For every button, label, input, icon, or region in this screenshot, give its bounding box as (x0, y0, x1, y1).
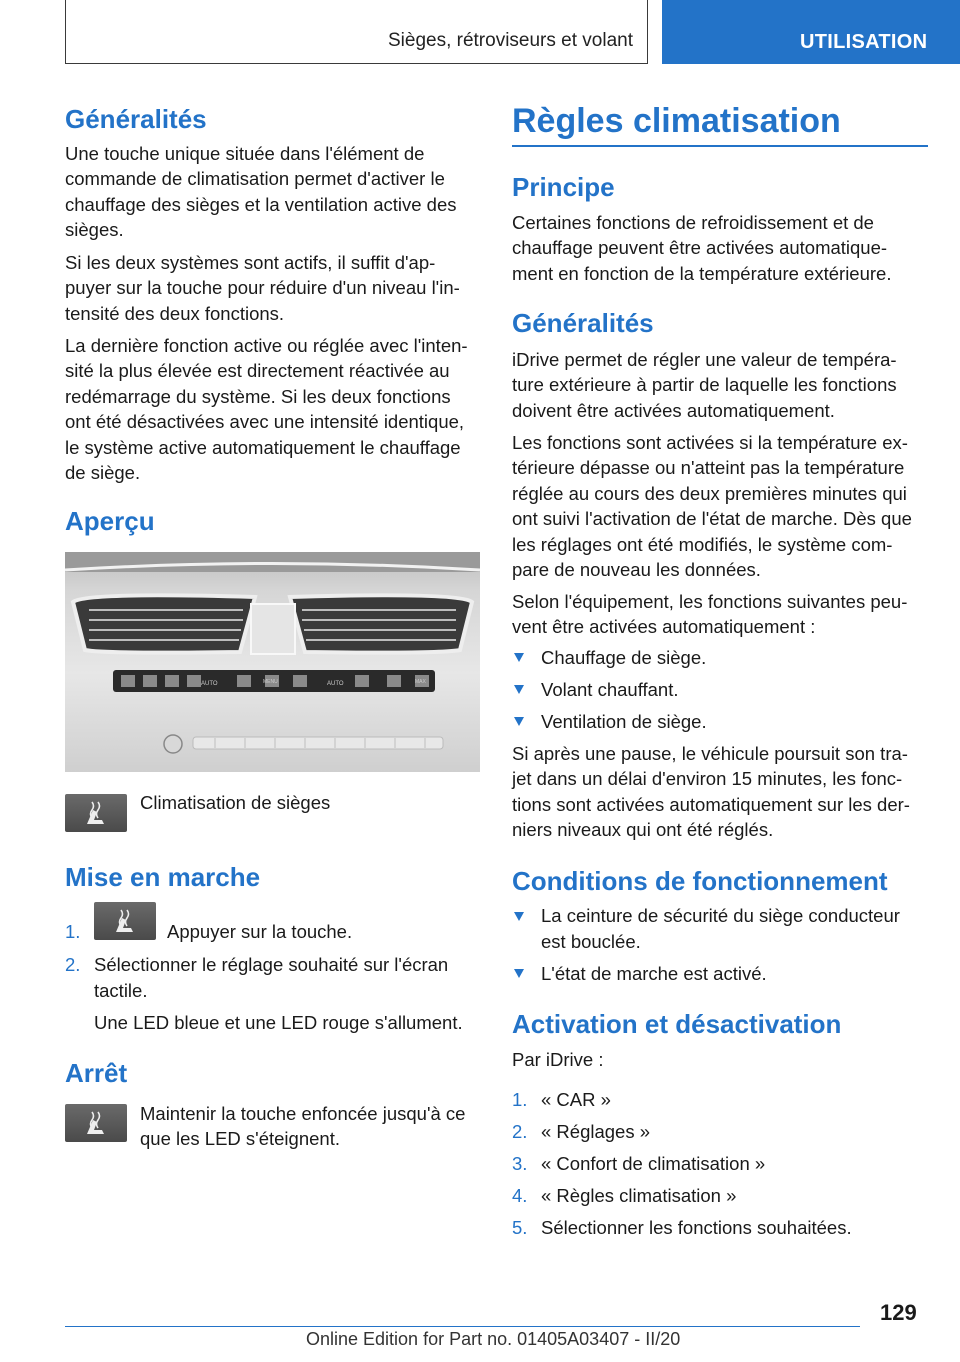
panel-label: AUTO (327, 681, 344, 687)
text-line: iDrive permet de régler une valeur de tempéra- (512, 349, 897, 370)
text-line: commande de climatisation permet d'activer le (65, 168, 445, 189)
generalites-right-heading: Généralités (512, 308, 654, 338)
text-line: Les fonctions sont activées si la température ex- (512, 432, 908, 453)
text-line: pare de nouveau les données. (512, 559, 761, 580)
step-text: Appuyer sur la touche. (167, 921, 353, 942)
header-chapter-tab (662, 0, 960, 64)
text-line: La dernière fonction active ou réglée avec l'inten- (65, 335, 468, 356)
apercu-heading: Aperçu (65, 506, 155, 536)
seat-climate-button-icon (94, 902, 156, 940)
text-line: les réglages ont été modifiés, le système com- (512, 534, 893, 555)
text-line: de siège. (65, 462, 141, 483)
conditions-heading: Conditions de fonctionnement (512, 866, 888, 896)
bullet-triangle-icon (514, 717, 524, 726)
text-line: chauffage des sièges et la ventilation active des (65, 194, 457, 215)
step-text: tactile. (94, 980, 148, 1001)
bullet-text: La ceinture de sécurité du siège conducteur (541, 905, 900, 926)
arret-text: que les LED s'éteignent. (140, 1128, 340, 1149)
text-line: doivent être activées automatiquement. (512, 400, 835, 421)
text-line: tions sont activées automatiquement sur les der- (512, 794, 910, 815)
text-line: Si les deux systèmes sont actifs, il suffit d'ap- (65, 252, 436, 273)
step-text: « CAR » (541, 1089, 611, 1110)
mise-en-marche-heading: Mise en marche (65, 862, 261, 892)
bullet-triangle-icon (514, 685, 524, 694)
text-line: réglée au cours des deux premières minutes qui (512, 483, 907, 504)
text-line: niers niveaux qui ont été réglés. (512, 819, 774, 840)
climate-panel-photo (65, 552, 480, 772)
regles-heading: Règles climatisation (512, 102, 841, 140)
text-line: sité la plus élevée est directement réactivée au (65, 360, 450, 381)
seat-climate-button-icon (65, 794, 127, 832)
text-line: Par iDrive : (512, 1049, 604, 1070)
arret-text: Maintenir la touche enfoncée jusqu'à ce (140, 1103, 466, 1124)
footer-rule (65, 1326, 860, 1327)
activation-heading: Activation et désactivation (512, 1009, 842, 1039)
step-number: 4. (512, 1185, 528, 1206)
panel-label: MENU (263, 679, 278, 685)
panel-label: AUTO (201, 681, 218, 687)
edition-footer: Online Edition for Part no. 01405A03407 - II/20 (306, 1329, 681, 1349)
heading-rule (512, 145, 928, 147)
bullet-text: Volant chauffant. (541, 679, 679, 700)
bullet-text: est bouclée. (541, 931, 641, 952)
step-note: Une LED bleue et une LED rouge s'allument. (94, 1012, 463, 1033)
text-line: ment en fonction de la température extérieure. (512, 263, 892, 284)
bullet-triangle-icon (514, 653, 524, 662)
principe-heading: Principe (512, 172, 615, 202)
header-section-box (65, 0, 648, 64)
step-text: « Règles climatisation » (541, 1185, 737, 1206)
text-line: tensité des deux fonctions. (65, 303, 285, 324)
step-text: « Confort de climatisation » (541, 1153, 766, 1174)
text-line: chauffage peuvent être activées automatique- (512, 237, 888, 258)
page-number: 129 (880, 1300, 917, 1325)
generalites-heading: Généralités (65, 104, 207, 134)
bullet-text: Ventilation de siège. (541, 711, 707, 732)
step-number: 1. (512, 1089, 528, 1110)
text-line: Certaines fonctions de refroidissement et de (512, 212, 874, 233)
step-number: 1. (65, 921, 81, 942)
arret-heading: Arrêt (65, 1058, 128, 1088)
text-line: ont été désactivées avec une intensité identique, (65, 411, 465, 432)
text-line: jet dans un délai d'environ 15 minutes, les fonc- (512, 768, 903, 789)
text-line: puyer sur la touche pour réduire d'un niveau l'in- (65, 277, 460, 298)
step-number: 5. (512, 1217, 528, 1238)
text-line: Si après une pause, le véhicule poursuit son tra- (512, 743, 908, 764)
text-line: le système active automatiquement le chauffage (65, 437, 461, 458)
seat-climate-button-icon (65, 1104, 127, 1142)
step-text: « Réglages » (541, 1121, 651, 1142)
panel-label: MAX (415, 679, 426, 685)
photo-caption: Climatisation de sièges (140, 792, 331, 813)
section-title: Sièges, rétroviseurs et volant (387, 30, 633, 51)
page-header (0, 0, 960, 66)
text-line: ont suivi l'activation de l'état de marche. Dès que (512, 508, 912, 529)
text-line: sièges. (65, 219, 124, 240)
step-text: Sélectionner les fonctions souhaitées. (541, 1217, 852, 1238)
bullet-text: L'état de marche est activé. (541, 963, 767, 984)
bullet-triangle-icon (514, 969, 524, 978)
text-line: redémarrage du système. Si les deux fonctions (65, 386, 451, 407)
text-line: ture extérieure à partir de laquelle les fonctions (512, 374, 897, 395)
bullet-triangle-icon (514, 912, 524, 921)
step-number: 2. (65, 954, 81, 975)
step-text: Sélectionner le réglage souhaité sur l'écran (94, 954, 449, 975)
step-number: 3. (512, 1153, 528, 1174)
text-line: Une touche unique située dans l'élément de (65, 143, 425, 164)
text-line: térieure dépasse ou n'atteint pas la température (512, 457, 905, 478)
bullet-text: Chauffage de siège. (541, 647, 707, 668)
step-number: 2. (512, 1121, 528, 1142)
chapter-title: UTILISATION (800, 31, 928, 53)
text-line: Selon l'équipement, les fonctions suivantes peu- (512, 591, 908, 612)
text-line: vent être activées automatiquement : (512, 616, 816, 637)
